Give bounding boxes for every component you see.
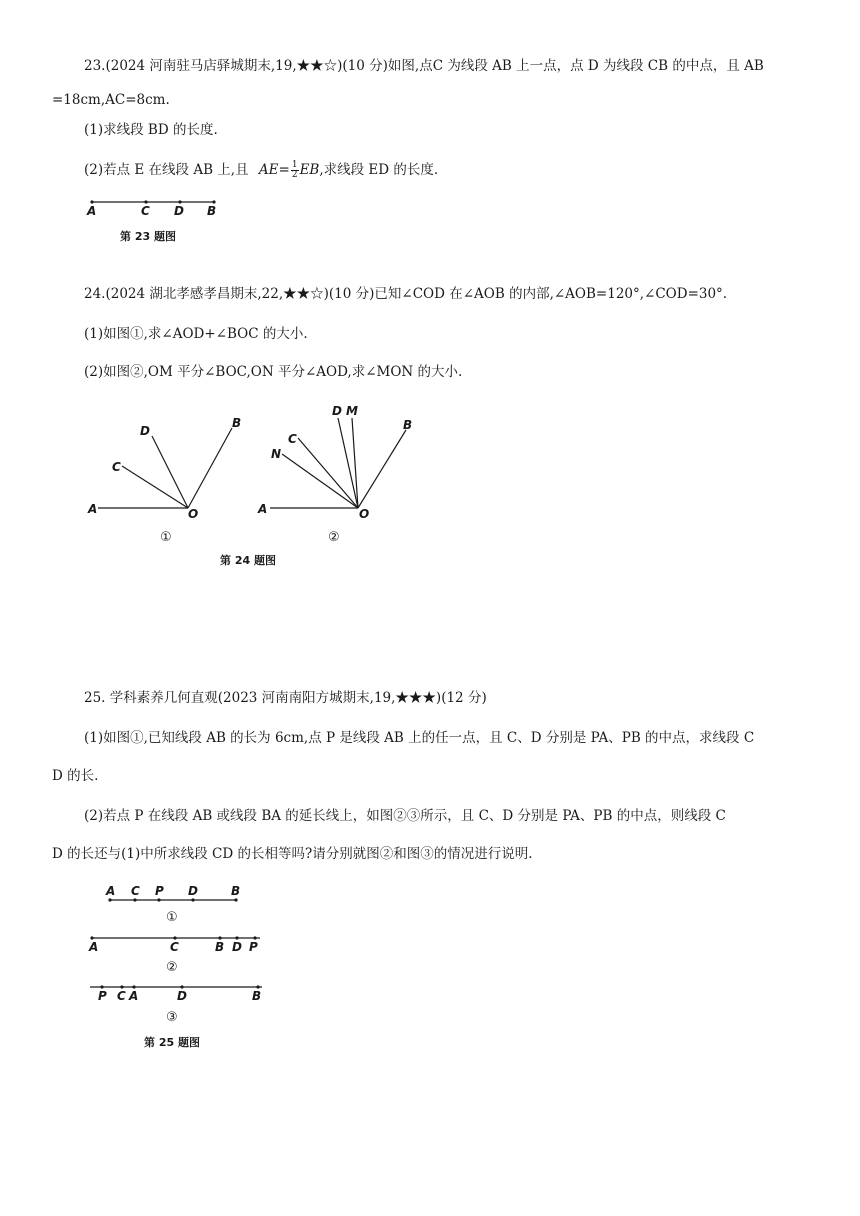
q24-f1-label-o: O — [188, 507, 199, 521]
q24-f1-label-d: D — [140, 424, 150, 438]
q25-f1-label-c: C — [131, 884, 140, 898]
q25-part2-cont: D 的长还与(1)中所求线段 CD 的长相等吗?请分别就图②和图③的情况进行说明. — [52, 846, 533, 862]
q23-label-b: B — [207, 204, 217, 218]
q24-f1-ray-ob — [188, 428, 232, 508]
q25-part1: (1)如图①,已知线段 AB 的长为 6cm,点 P 是线段 AB 上的任一点，且 C、D 分别是 PA、PB 的中点，求线段 C — [84, 730, 755, 746]
q25-f1-point-d — [191, 898, 194, 901]
q25-f1-label-d: D — [188, 884, 198, 898]
q25-caption: 第 25 题图 — [144, 1036, 200, 1049]
q23-label-c: C — [141, 204, 150, 218]
q24-figure-1 — [87, 416, 241, 545]
q24-part1: (1)如图①,求∠AOD+∠BOC 的大小. — [84, 326, 308, 342]
q24-f2-label-d: D — [332, 404, 342, 418]
q25-figure-3 — [90, 985, 262, 1025]
q24-header: 24.(2024 湖北孝感孝昌期末,22,★★☆)(10 分)已知∠COD 在∠AOB 的内部,∠AOB=120°,∠COD=30°. — [84, 286, 728, 302]
q23-header-cont: =18cm,AC=8cm. — [52, 92, 170, 108]
q24-f2-label-c: C — [288, 432, 297, 446]
q25-f1-point-a — [108, 898, 111, 901]
q23-frac-den: 2 — [291, 170, 298, 180]
q23-part1: (1)求线段 BD 的长度. — [84, 122, 218, 138]
q25-f1-point-b — [234, 898, 237, 901]
q24-fig2-num: ② — [328, 530, 340, 545]
q23-frac-num: 1 — [291, 160, 298, 170]
q24-part2: (2)如图②,OM 平分∠BOC,ON 平分∠AOD,求∠MON 的大小. — [84, 364, 463, 380]
q25-f1-point-c — [133, 898, 136, 901]
q25-part2: (2)若点 P 在线段 AB 或线段 BA 的延长线上，如图②③所示，且 C、D 分别是 PA、PB 的中点，则线段 C — [84, 808, 726, 824]
q25-f1-label-b: B — [231, 884, 241, 898]
q25-f2-label-c: C — [170, 940, 179, 954]
q24-f2-label-o: O — [359, 507, 370, 521]
q24-fig1-num: ① — [160, 530, 172, 545]
q23-expr-left: AE= — [258, 162, 290, 178]
q25-f3-label-b: B — [252, 989, 262, 1003]
q25-f1-point-p — [157, 898, 160, 901]
q23-caption: 第 23 题图 — [120, 230, 176, 243]
q25-f3-label-d: D — [177, 989, 187, 1003]
q24-f2-label-m: M — [346, 404, 358, 418]
q25-f3-label-a: A — [129, 989, 139, 1003]
q24-f2-label-n: N — [271, 447, 282, 461]
q25-header: 25. 学科素养几何直观(2023 河南南阳方城期末,19,★★★)(12 分) — [84, 690, 487, 706]
q25-f1-label-a: A — [106, 884, 116, 898]
q24-caption: 第 24 题图 — [220, 554, 276, 567]
q25-figure-1 — [105, 884, 240, 925]
q24-f1-label-b: B — [232, 416, 242, 430]
q25-figure-2 — [88, 936, 260, 975]
q23-label-d: D — [174, 204, 184, 218]
q25-fig2-num: ② — [166, 960, 178, 975]
q24-f2-ray-ob — [358, 430, 406, 508]
q25-f1-label-p: P — [155, 884, 164, 898]
q25-f2-label-a: A — [89, 940, 99, 954]
q24-f2-label-a: A — [258, 502, 268, 516]
q25-f2-label-d: D — [232, 940, 242, 954]
q23-header: 23.(2024 河南驻马店驿城期末,19,★★☆)(10 分)如图,点C 为线段 AB 上一点，点 D 为线段 CB 的中点，且 AB — [84, 58, 764, 74]
q23-part2 — [84, 160, 808, 180]
q25-figures — [80, 880, 280, 1055]
q25-fig1-num: ① — [166, 910, 178, 925]
q23-part2-pre: (2)若点 E 在线段 AB 上,且 — [84, 162, 249, 178]
q25-f2-label-b: B — [215, 940, 225, 954]
q24-f2-ray-on — [282, 454, 358, 508]
q25-fig3-num: ③ — [166, 1010, 178, 1025]
q23-fraction — [291, 161, 299, 180]
q24-figure-2 — [257, 404, 412, 545]
q23-part2-post: ,求线段 ED 的长度. — [319, 162, 439, 178]
q24-f1-label-a: A — [88, 502, 98, 516]
q25-f3-label-p: P — [98, 989, 107, 1003]
q25-f2-label-p: P — [249, 940, 258, 954]
q24-f2-ray-oc — [298, 438, 358, 508]
q24-f1-label-c: C — [112, 460, 121, 474]
q23-label-a: A — [87, 204, 97, 218]
q23-figure — [80, 192, 230, 248]
q23-expr-right: EB — [299, 162, 320, 178]
q24-figures — [80, 398, 440, 573]
q25-part1-cont: D 的长. — [52, 768, 99, 784]
q24-f2-label-b: B — [403, 418, 413, 432]
q25-f3-label-c: C — [117, 989, 126, 1003]
